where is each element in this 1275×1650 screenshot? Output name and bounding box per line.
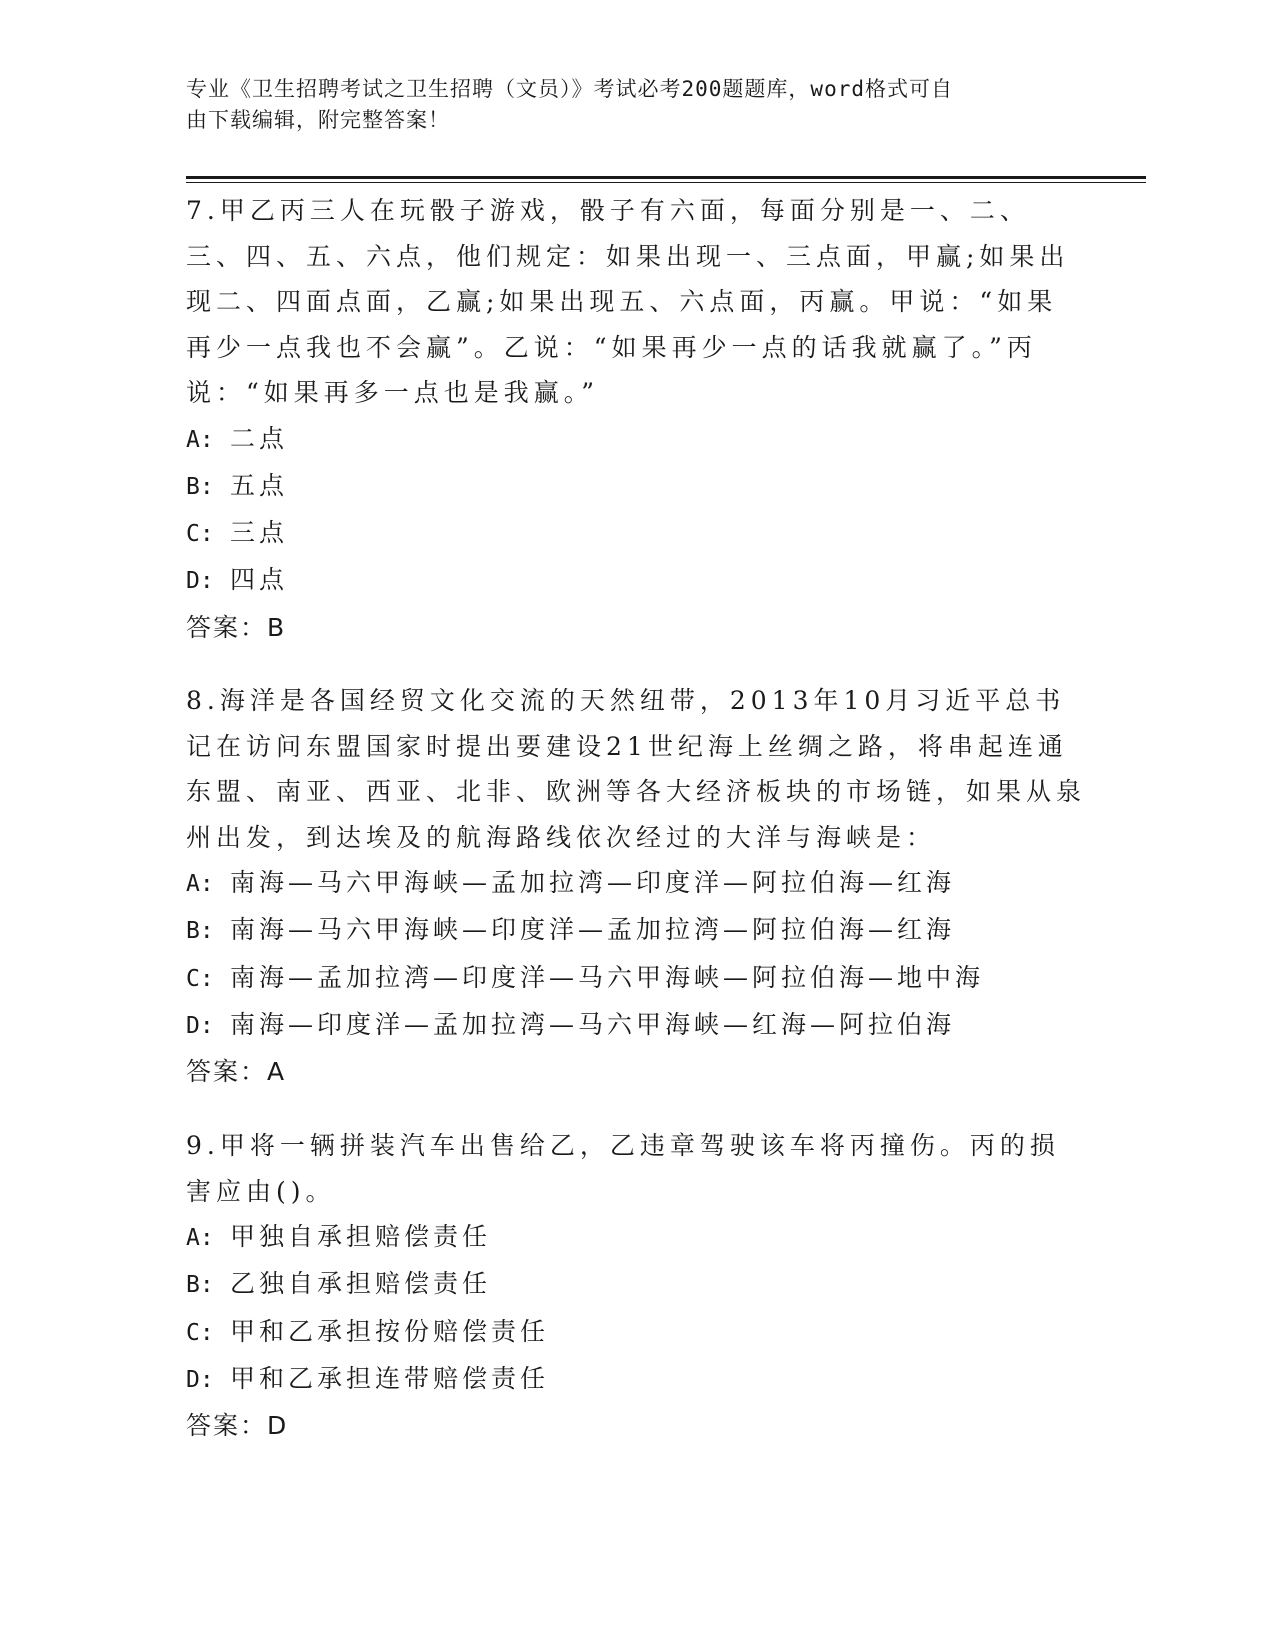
option-d bbox=[186, 1002, 1086, 1049]
option-key: A: bbox=[186, 1225, 214, 1251]
option-d bbox=[186, 1356, 1086, 1403]
option-text: 五点 bbox=[230, 470, 289, 500]
option-d bbox=[186, 557, 1086, 604]
option-text: 甲和乙承担按份赔偿责任 bbox=[230, 1316, 550, 1346]
option-c bbox=[186, 1309, 1086, 1356]
option-key: D: bbox=[186, 1366, 214, 1393]
option-text: 南海—印度洋—孟加拉湾—马六甲海峡—红海—阿拉伯海 bbox=[230, 1009, 956, 1039]
option-text: 乙独自承担赔偿责任 bbox=[230, 1269, 492, 1299]
option-a bbox=[186, 1214, 1086, 1261]
option-key: D: bbox=[186, 568, 214, 595]
option-text: 甲和乙承担连带赔偿责任 bbox=[230, 1363, 550, 1393]
option-c bbox=[186, 510, 1086, 557]
option-text: 四点 bbox=[230, 565, 289, 595]
option-text: 南海—马六甲海峡—孟加拉湾—印度洋—阿拉伯海—红海 bbox=[230, 868, 956, 897]
question-7 bbox=[186, 188, 1086, 651]
option-key: C: bbox=[186, 1319, 214, 1346]
option-text: 甲独自承担赔偿责任 bbox=[230, 1222, 492, 1251]
option-key: C: bbox=[186, 965, 214, 992]
option-b bbox=[186, 1261, 1086, 1308]
option-key: A: bbox=[186, 426, 214, 453]
option-key: D: bbox=[186, 1012, 214, 1039]
option-key: B: bbox=[186, 473, 214, 500]
question-9 bbox=[186, 1123, 1086, 1449]
option-text: 南海—孟加拉湾—印度洋—马六甲海峡—阿拉伯海—地中海 bbox=[230, 962, 985, 992]
answer: 答案：A bbox=[186, 1057, 287, 1087]
header-divider-thick bbox=[186, 176, 1146, 179]
option-a bbox=[186, 416, 1086, 463]
page-header bbox=[186, 74, 1066, 136]
option-text: 南海—马六甲海峡—印度洋—孟加拉湾—阿拉伯海—红海 bbox=[230, 915, 956, 945]
option-text: 二点 bbox=[230, 423, 289, 453]
option-key: B: bbox=[186, 1272, 214, 1299]
header-divider-thin bbox=[186, 182, 1146, 183]
option-key: B: bbox=[186, 918, 214, 945]
answer: 答案：B bbox=[186, 612, 287, 642]
option-a bbox=[186, 860, 1086, 907]
answer: 答案：D bbox=[186, 1411, 289, 1441]
question-stem: 9.甲将一辆拼装汽车出售给乙，乙违章驾驶该车将丙撞伤。丙的损害应由()。 bbox=[186, 1131, 1060, 1206]
option-b bbox=[186, 907, 1086, 954]
question-stem: 8.海洋是各国经贸文化交流的天然纽带，2013年10月习近平总书记在访问东盟国家时提出要建设21世纪海上丝绸之路，将串起连通东盟、南亚、西亚、北非、欧洲等各大经济板块的市场链，如果从泉州出发，到达埃及的航海路线依次经过的大洋与海峡是： bbox=[186, 686, 1087, 852]
option-key: C: bbox=[186, 521, 214, 548]
option-b bbox=[186, 463, 1086, 510]
option-key: A: bbox=[186, 871, 214, 897]
option-c bbox=[186, 955, 1086, 1002]
question-stem: 7.甲乙丙三人在玩骰子游戏，骰子有六面，每面分别是一、二、三、四、五、六点，他们规定：如果出现一、三点面，甲赢;如果出现二、四面点面，乙赢;如果出现五、六点面，丙赢。甲说：“如果再少一点我也不会赢”。乙说：“如果再少一点的话我就赢了。”丙说：“如果再多一点也是我赢。” bbox=[186, 196, 1070, 407]
header-line-2: 由下载编辑，附完整答案！ bbox=[186, 108, 450, 132]
option-text: 三点 bbox=[230, 518, 289, 548]
question-8 bbox=[186, 678, 1086, 1095]
header-line-1: 专业《卫生招聘考试之卫生招聘（文员）》考试必考200题题库，word格式可自 bbox=[186, 77, 953, 101]
